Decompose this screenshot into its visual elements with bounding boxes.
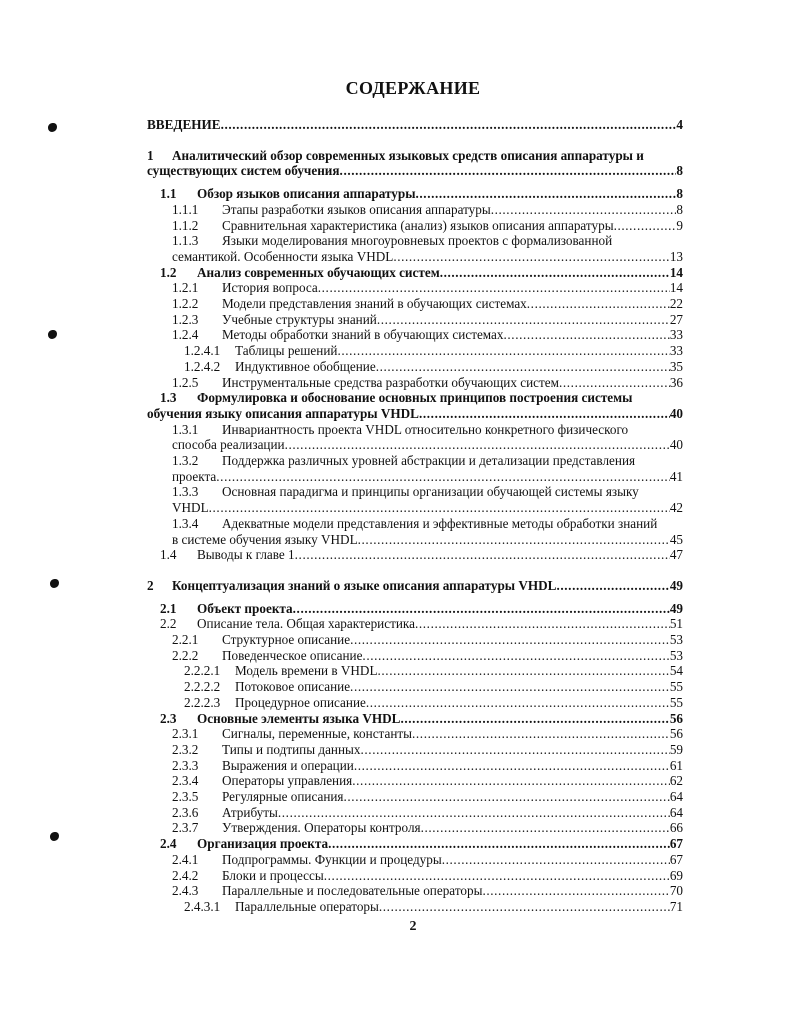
toc-line (147, 578, 683, 594)
dot-leader (421, 820, 670, 836)
dot-leader (285, 437, 670, 453)
section-title: Модель времени в VHDL (235, 663, 378, 679)
dot-leader (293, 601, 670, 617)
section-title: Этапы разработки языков описания аппаратуры (222, 201, 491, 217)
dot-leader (366, 695, 670, 711)
page-ref: 40 (669, 405, 683, 421)
section-number: 2.4 (160, 836, 177, 852)
dot-leader (559, 375, 670, 391)
section-title: Индуктивное обобщение (235, 358, 376, 374)
toc-line (147, 868, 683, 884)
section-title: Инвариантность проекта VHDL относительно конкретного физического (222, 421, 629, 437)
page-ref: 8 (676, 201, 683, 217)
page-ref: 9 (676, 217, 683, 233)
section-title: Описание тела. Общая характеристика (197, 616, 415, 632)
page-ref: 4 (676, 117, 683, 132)
section-title: Поведенческое описание (222, 647, 363, 663)
toc-line (147, 789, 683, 805)
toc-line (147, 758, 683, 774)
page-ref: 53 (669, 647, 683, 663)
page-ref: 66 (669, 820, 683, 836)
section-number: 2.2.2 (172, 647, 199, 663)
dot-leader (442, 852, 670, 868)
section-number: 2.2.1 (172, 632, 199, 647)
section-number: 1.2.5 (172, 374, 199, 390)
section-number: 1.3.2 (172, 453, 199, 468)
section-number: 2.3.5 (172, 789, 199, 804)
page-ref: 64 (669, 789, 683, 804)
toc-line (147, 695, 683, 711)
page-ref: 70 (669, 883, 683, 899)
section-title: Типы и подтипы данных (222, 741, 361, 757)
page-ref: 51 (669, 616, 683, 632)
scan-mark (50, 832, 59, 841)
toc-line (147, 742, 683, 758)
page-ref: 55 (669, 694, 683, 710)
page-ref: 14 (669, 280, 683, 296)
toc-line (147, 820, 683, 836)
page-ref: 49 (669, 577, 683, 593)
section-title: Параллельные и последовательные операторы (222, 883, 483, 899)
dot-leader (379, 899, 670, 915)
section-title: Сигналы, переменные, константы (222, 726, 413, 742)
section-title: Языки моделирования многоуровневых проектов с формализованной (222, 233, 613, 249)
dot-leader (340, 163, 677, 179)
toc-line (147, 148, 683, 164)
section-title: Структурное описание (222, 632, 351, 647)
section-number: 2.2.2.2 (184, 679, 221, 695)
toc-line (147, 422, 683, 438)
toc-line (147, 648, 683, 664)
section-title: Организация проекта (197, 836, 329, 852)
page-ref: 45 (669, 531, 683, 547)
toc-line (147, 547, 683, 563)
dot-leader (358, 532, 670, 548)
dot-leader (440, 265, 670, 281)
section-title: Инструментальные средства разработки обучающих систем (222, 374, 559, 390)
page-ref: 47 (669, 547, 683, 563)
toc-line (147, 663, 683, 679)
page-ref: 55 (669, 679, 683, 695)
toc-line (147, 202, 683, 218)
section-title: Таблицы решений (235, 343, 338, 359)
toc-line (147, 616, 683, 632)
section-number: 1.3.1 (172, 421, 199, 437)
page-ref: 33 (669, 327, 683, 343)
section-title: Регулярные описания (222, 789, 344, 804)
dot-leader (344, 789, 670, 805)
dot-leader (216, 469, 670, 485)
dot-leader (221, 117, 677, 133)
toc-line (147, 265, 683, 281)
page-number: 2 (409, 919, 417, 934)
page-ref: 69 (669, 867, 683, 883)
page-ref: 61 (669, 757, 683, 773)
section-number: 1.3.3 (172, 484, 199, 500)
dot-leader (328, 836, 670, 852)
toc-line (147, 516, 683, 532)
dot-leader (295, 547, 670, 563)
toc-line (147, 601, 683, 617)
page-ref: 36 (669, 374, 683, 390)
dot-leader (209, 500, 670, 516)
section-number: 1.3.4 (172, 515, 199, 531)
page-ref: 33 (669, 343, 683, 359)
toc-line (147, 484, 683, 500)
page-ref: 27 (669, 311, 683, 327)
toc-line (147, 532, 683, 548)
page-ref: 42 (669, 500, 683, 516)
dot-leader (378, 663, 670, 679)
section-title: История вопроса (222, 280, 318, 296)
section-title: Блоки и процессы (222, 867, 324, 883)
section-number: 2.3.2 (172, 741, 199, 757)
dot-leader (412, 726, 670, 742)
section-number: 2.2.2.1 (184, 663, 221, 679)
section-title: Процедурное описание (235, 694, 366, 710)
section-number: 1.3 (160, 390, 177, 406)
section-title: Основная парадигма и принципы организации обучающей системы языку (222, 484, 639, 500)
section-title: Адекватные модели представления и эффективные методы обработки знаний (222, 515, 658, 531)
section-number: 1.2.2 (172, 296, 199, 311)
page-ref: 49 (669, 600, 683, 616)
toc-line (147, 773, 683, 789)
section-title: Сравнительная характеристика (анализ) языков описания аппаратуры (222, 217, 614, 233)
toc-line (147, 186, 683, 202)
page-ref: 71 (669, 898, 683, 914)
page-ref: 56 (669, 710, 683, 726)
section-title: Операторы управления (222, 773, 353, 789)
toc-line (147, 836, 683, 852)
page-ref: 67 (669, 851, 683, 867)
toc-line (147, 852, 683, 868)
section-number: 2.1 (160, 600, 177, 616)
section-title: Формулировка и обоснование основных принципов построения системы (197, 390, 633, 406)
section-title: Выводы к главе 1 (197, 547, 295, 563)
dot-leader (350, 679, 670, 695)
section-title: VHDL (172, 500, 209, 516)
dot-leader (324, 868, 670, 884)
section-number: 1.1 (160, 186, 177, 202)
section-title: Потоковое описание (235, 679, 351, 695)
dot-leader (362, 648, 669, 664)
section-title: Обзор языков описания аппаратуры (197, 186, 416, 202)
section-title: семантикой. Особенности языка VHDL (172, 248, 394, 264)
toc-line (147, 343, 683, 359)
section-number: 2.4.2 (172, 867, 199, 883)
dot-leader (377, 312, 670, 328)
dot-leader (350, 632, 670, 648)
section-number: 2.3.3 (172, 757, 199, 773)
section-title: Выражения и операции (222, 757, 354, 773)
page-ref: 64 (669, 804, 683, 820)
dot-leader (415, 616, 670, 632)
page-ref: 41 (669, 468, 683, 484)
dot-leader (527, 296, 670, 312)
page-ref: 35 (669, 358, 683, 374)
dot-leader (416, 186, 677, 202)
dot-leader (482, 883, 669, 899)
section-title: Методы обработки знаний в обучающих системах (222, 327, 504, 343)
page-ref: 22 (669, 296, 683, 311)
toc-line (147, 883, 683, 899)
section-title: Аналитический обзор современных языковых средств описания аппаратуры и (172, 147, 644, 163)
section-number: 1.2.4 (172, 327, 199, 343)
section-number: 2.3.6 (172, 804, 199, 820)
toc-line (147, 500, 683, 516)
scan-mark (48, 123, 57, 132)
toc-line (147, 233, 683, 249)
section-number: 2.4.3 (172, 883, 199, 899)
section-number: 2.3.7 (172, 820, 199, 836)
section-title: Анализ современных обучающих систем (197, 264, 440, 280)
dot-leader (491, 202, 677, 218)
page-ref: 59 (669, 741, 683, 757)
section-title: Модели представления знаний в обучающих системах (222, 296, 527, 311)
page-ref: 67 (669, 836, 683, 852)
dot-leader (354, 758, 670, 774)
section-number: 1.2 (160, 264, 177, 280)
section-number: 1.2.1 (172, 280, 199, 296)
dot-leader (556, 578, 669, 594)
toc-line (147, 805, 683, 821)
section-title: проекта (172, 468, 217, 484)
page-ref: 14 (669, 264, 683, 280)
toc-line (147, 117, 683, 133)
dot-leader (352, 773, 670, 789)
section-title: Параллельные операторы (235, 898, 379, 914)
section-number: 1.1.1 (172, 201, 199, 217)
toc-line (147, 280, 683, 296)
section-title: Поддержка различных уровней абстракции и детализации представления (222, 453, 636, 468)
toc-line (147, 390, 683, 406)
dot-leader (504, 327, 670, 343)
toc-line (147, 899, 683, 915)
dot-leader (318, 280, 670, 296)
section-number: 2 (147, 577, 154, 593)
toc-line (147, 726, 683, 742)
section-number: 2.3.1 (172, 726, 199, 742)
scan-mark (50, 579, 59, 588)
toc-line (147, 218, 683, 234)
page-ref: 54 (669, 663, 683, 679)
toc-line (147, 453, 683, 469)
toc-line (147, 327, 683, 343)
page-title: СОДЕРЖАНИЕ (345, 78, 481, 98)
toc-line (147, 359, 683, 375)
section-title: Подпрограммы. Функции и процедуры (222, 851, 442, 867)
section-number: 1.1.3 (172, 233, 199, 249)
dot-leader (361, 742, 670, 758)
section-title: Атрибуты (222, 804, 278, 820)
dot-leader (337, 343, 669, 359)
dot-leader (278, 805, 670, 821)
page-ref: 13 (669, 248, 683, 264)
dot-leader (614, 218, 677, 234)
dot-leader (393, 249, 669, 265)
section-number: 2.2 (160, 616, 177, 632)
section-number: 1.2.3 (172, 311, 199, 327)
section-number: 2.3 (160, 710, 177, 726)
section-title: Учебные структуры знаний (222, 311, 377, 327)
page-ref: 56 (669, 726, 683, 742)
page-ref: 8 (676, 186, 683, 202)
section-title: Основные элементы языка VHDL (197, 710, 401, 726)
section-number: 1.4 (160, 547, 177, 563)
section-number: 2.4.1 (172, 851, 199, 867)
section-title: Утверждения. Операторы контроля (222, 820, 421, 836)
page-ref: 8 (676, 163, 683, 179)
section-number: 2.3.4 (172, 773, 199, 789)
page-ref: 53 (669, 632, 683, 647)
section-title: ВВЕДЕНИЕ (147, 117, 221, 132)
section-number: 2.2.2.3 (184, 694, 221, 710)
section-number: 1.2.4.1 (184, 343, 221, 359)
toc-line (147, 711, 683, 727)
section-number: 2.4.3.1 (184, 898, 221, 914)
section-title: существующих систем обучения (147, 163, 340, 179)
section-number: 1.1.2 (172, 217, 199, 233)
toc-line (147, 312, 683, 328)
toc-line (147, 406, 683, 422)
section-title: обучения языку описания аппаратуры VHDL (147, 405, 419, 421)
dot-leader (400, 711, 669, 727)
toc-line (147, 469, 683, 485)
section-title: в системе обучения языку VHDL (172, 531, 358, 547)
section-number: 1.2.4.2 (184, 358, 221, 374)
section-title: Концептуализация знаний о языке описания аппаратуры VHDL (172, 577, 557, 593)
page-ref: 40 (669, 437, 683, 453)
toc-line (147, 249, 683, 265)
toc-line (147, 296, 683, 312)
toc-line (147, 632, 683, 648)
section-number: 1 (147, 147, 154, 163)
scan-mark (48, 330, 57, 339)
dot-leader (376, 359, 670, 375)
toc-line (147, 375, 683, 391)
section-title: способа реализации (172, 437, 285, 453)
toc-line (147, 679, 683, 695)
section-title: Объект проекта (197, 600, 293, 616)
dot-leader (419, 406, 670, 422)
toc-line (147, 437, 683, 453)
toc-line (147, 163, 683, 179)
page-ref: 62 (669, 773, 683, 789)
